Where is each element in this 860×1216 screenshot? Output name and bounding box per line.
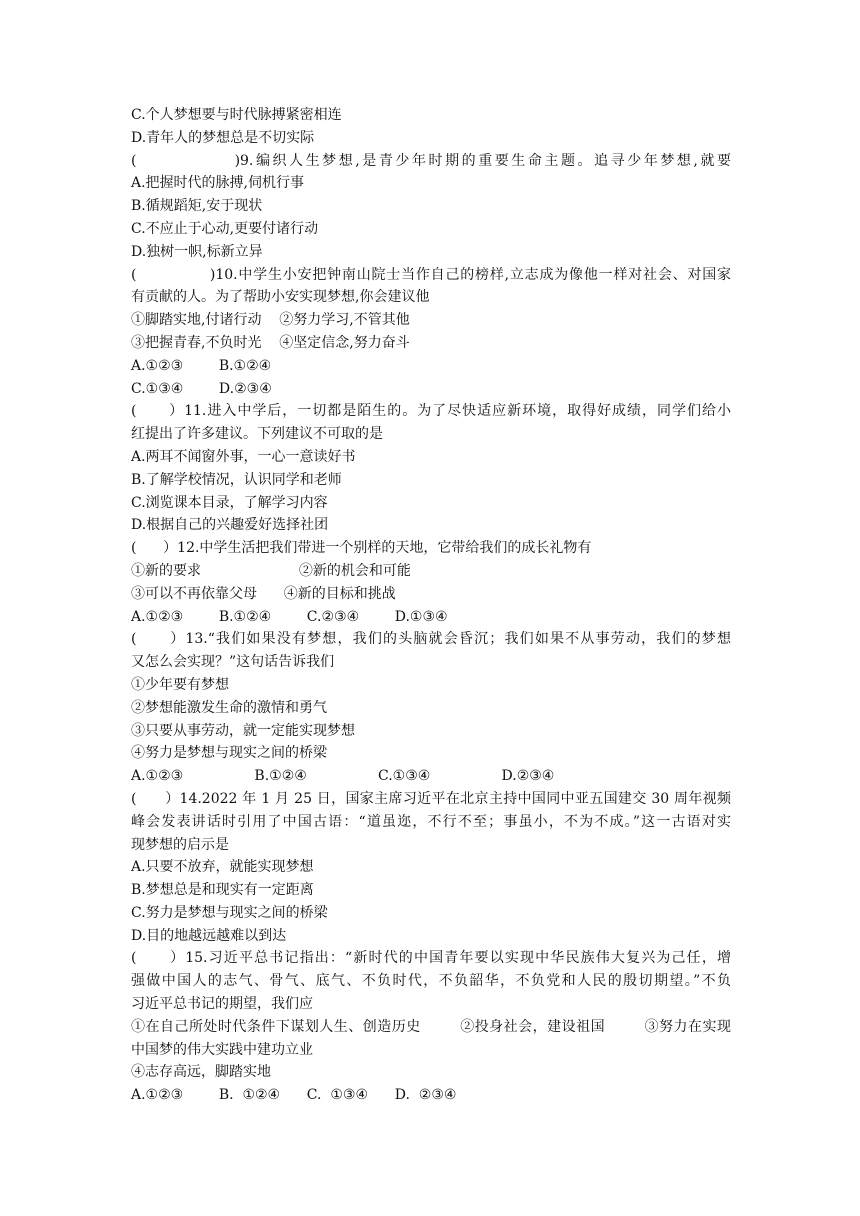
option-line: ③把握青春,不负时光 ④坚定信念,努力奋斗 [131,334,410,351]
option-line: A.把握时代的脉搏,伺机行事 [131,175,305,192]
text-line: 红提出了许多建议。下列建议不可取的是 [131,426,383,443]
option-line: ④志存高远，脚踏实地 [131,1064,271,1081]
option-line: A.两耳不闻窗外事，一心一意读好书 [131,448,356,465]
option-line: C.浏览课本目录，了解学习内容 [131,494,328,511]
question-15-stem: ( ）15.习近平总书记指出：“新时代的中国青年要以实现中华民族伟大复兴为己任，增 [131,950,731,967]
option-line: A.①②③ B.①②④ C.①③④ D.②③④ [131,768,555,785]
text-line: C.个人梦想要与时代脉搏紧密相连 [131,107,342,123]
option-line: ③只要从事劳动，就一定能实现梦想 [131,722,355,739]
option-line: A.①②③ B.①②④ [131,357,272,374]
text-line: 现梦想的启示是 [131,836,229,853]
question-9-stem: ( )9.编织人生梦想,是青少年时期的重要生命主题。追寻少年梦想,就要 [131,152,731,169]
option-line: B.了解学校情况，认识同学和老师 [131,471,342,488]
option-line: B.梦想总是和现实有一定距离 [131,882,314,899]
question-13-stem: ( ）13.“我们如果没有梦想，我们的头脑就会昏沉；我们如果不从事劳动，我们的梦想 [131,631,731,648]
option-line: B.循规蹈矩,安于现状 [131,198,263,215]
question-12-stem: ( ）12.中学生活把我们带进一个别样的天地，它带给我们的成长礼物有 [131,540,592,557]
text-line: 峰会发表讲话时引用了中国古语：“道虽迩，不行不至；事虽小，不为不成。”这一古语对实 [131,813,731,830]
option-line: D.独树一帜,标新立异 [131,243,263,260]
text-line: D.青年人的梦想总是不切实际 [131,129,315,146]
option-line: ④努力是梦想与现实之间的桥梁 [131,745,327,762]
question-14-stem: ( ）14.2022 年 1 月 25 日，国家主席习近平在北京主持中国同中亚五国建交 30 周年视频 [131,790,731,807]
option-line: C.努力是梦想与现实之间的桥梁 [131,904,328,921]
option-line: 中国梦的伟大实践中建功立业 [131,1041,313,1058]
option-line: ②梦想能激发生命的激情和勇气 [131,699,327,716]
option-line: D.目的地越远越难以到达 [131,927,287,944]
option-line: D.根据自己的兴趣爱好选择社团 [131,517,329,534]
option-line: C.①③④ D.②③④ [131,380,272,397]
text-line: 习近平总书记的期望，我们应 [131,996,313,1013]
text-line: 有贡献的人。为了帮助小安实现梦想,你会建议他 [131,289,430,306]
option-line: ①在自己所处时代条件下谋划人生、创造历史 ②投身社会，建设祖国 ③努力在实现 [131,1018,731,1035]
option-line: ①脚踏实地,付诸行动 ②努力学习,不管其他 [131,312,410,329]
option-line: A.只要不放弃，就能实现梦想 [131,859,314,876]
text-line: 强做中国人的志气、骨气、底气、不负时代，不负韶华，不负党和人民的殷切期望。”不负 [131,973,731,990]
question-10-stem: ( )10.中学生小安把钟南山院士当作自己的榜样,立志成为像他一样对社会、对国家 [131,266,731,283]
question-11-stem: ( ）11.进入中学后，一切都是陌生的。为了尽快适应新环境，取得好成绩，同学们给小 [131,403,731,420]
option-line: A.①②③ B.①②④ C.②③④ D.①③④ [131,608,448,625]
question-text-block [131,104,731,1107]
option-line: ③可以不再依靠父母 ④新的目标和挑战 [131,585,396,602]
option-line: ①少年要有梦想 [131,676,229,693]
option-line: A.①②③ B. ①②④ C. ①③④ D. ②③④ [131,1087,457,1104]
option-line: C.不应止于心动,更要付诸行动 [131,220,319,237]
text-line: 又怎么会实现？”这句话告诉我们 [131,654,335,671]
option-line: ①新的要求 ②新的机会和可能 [131,562,411,579]
